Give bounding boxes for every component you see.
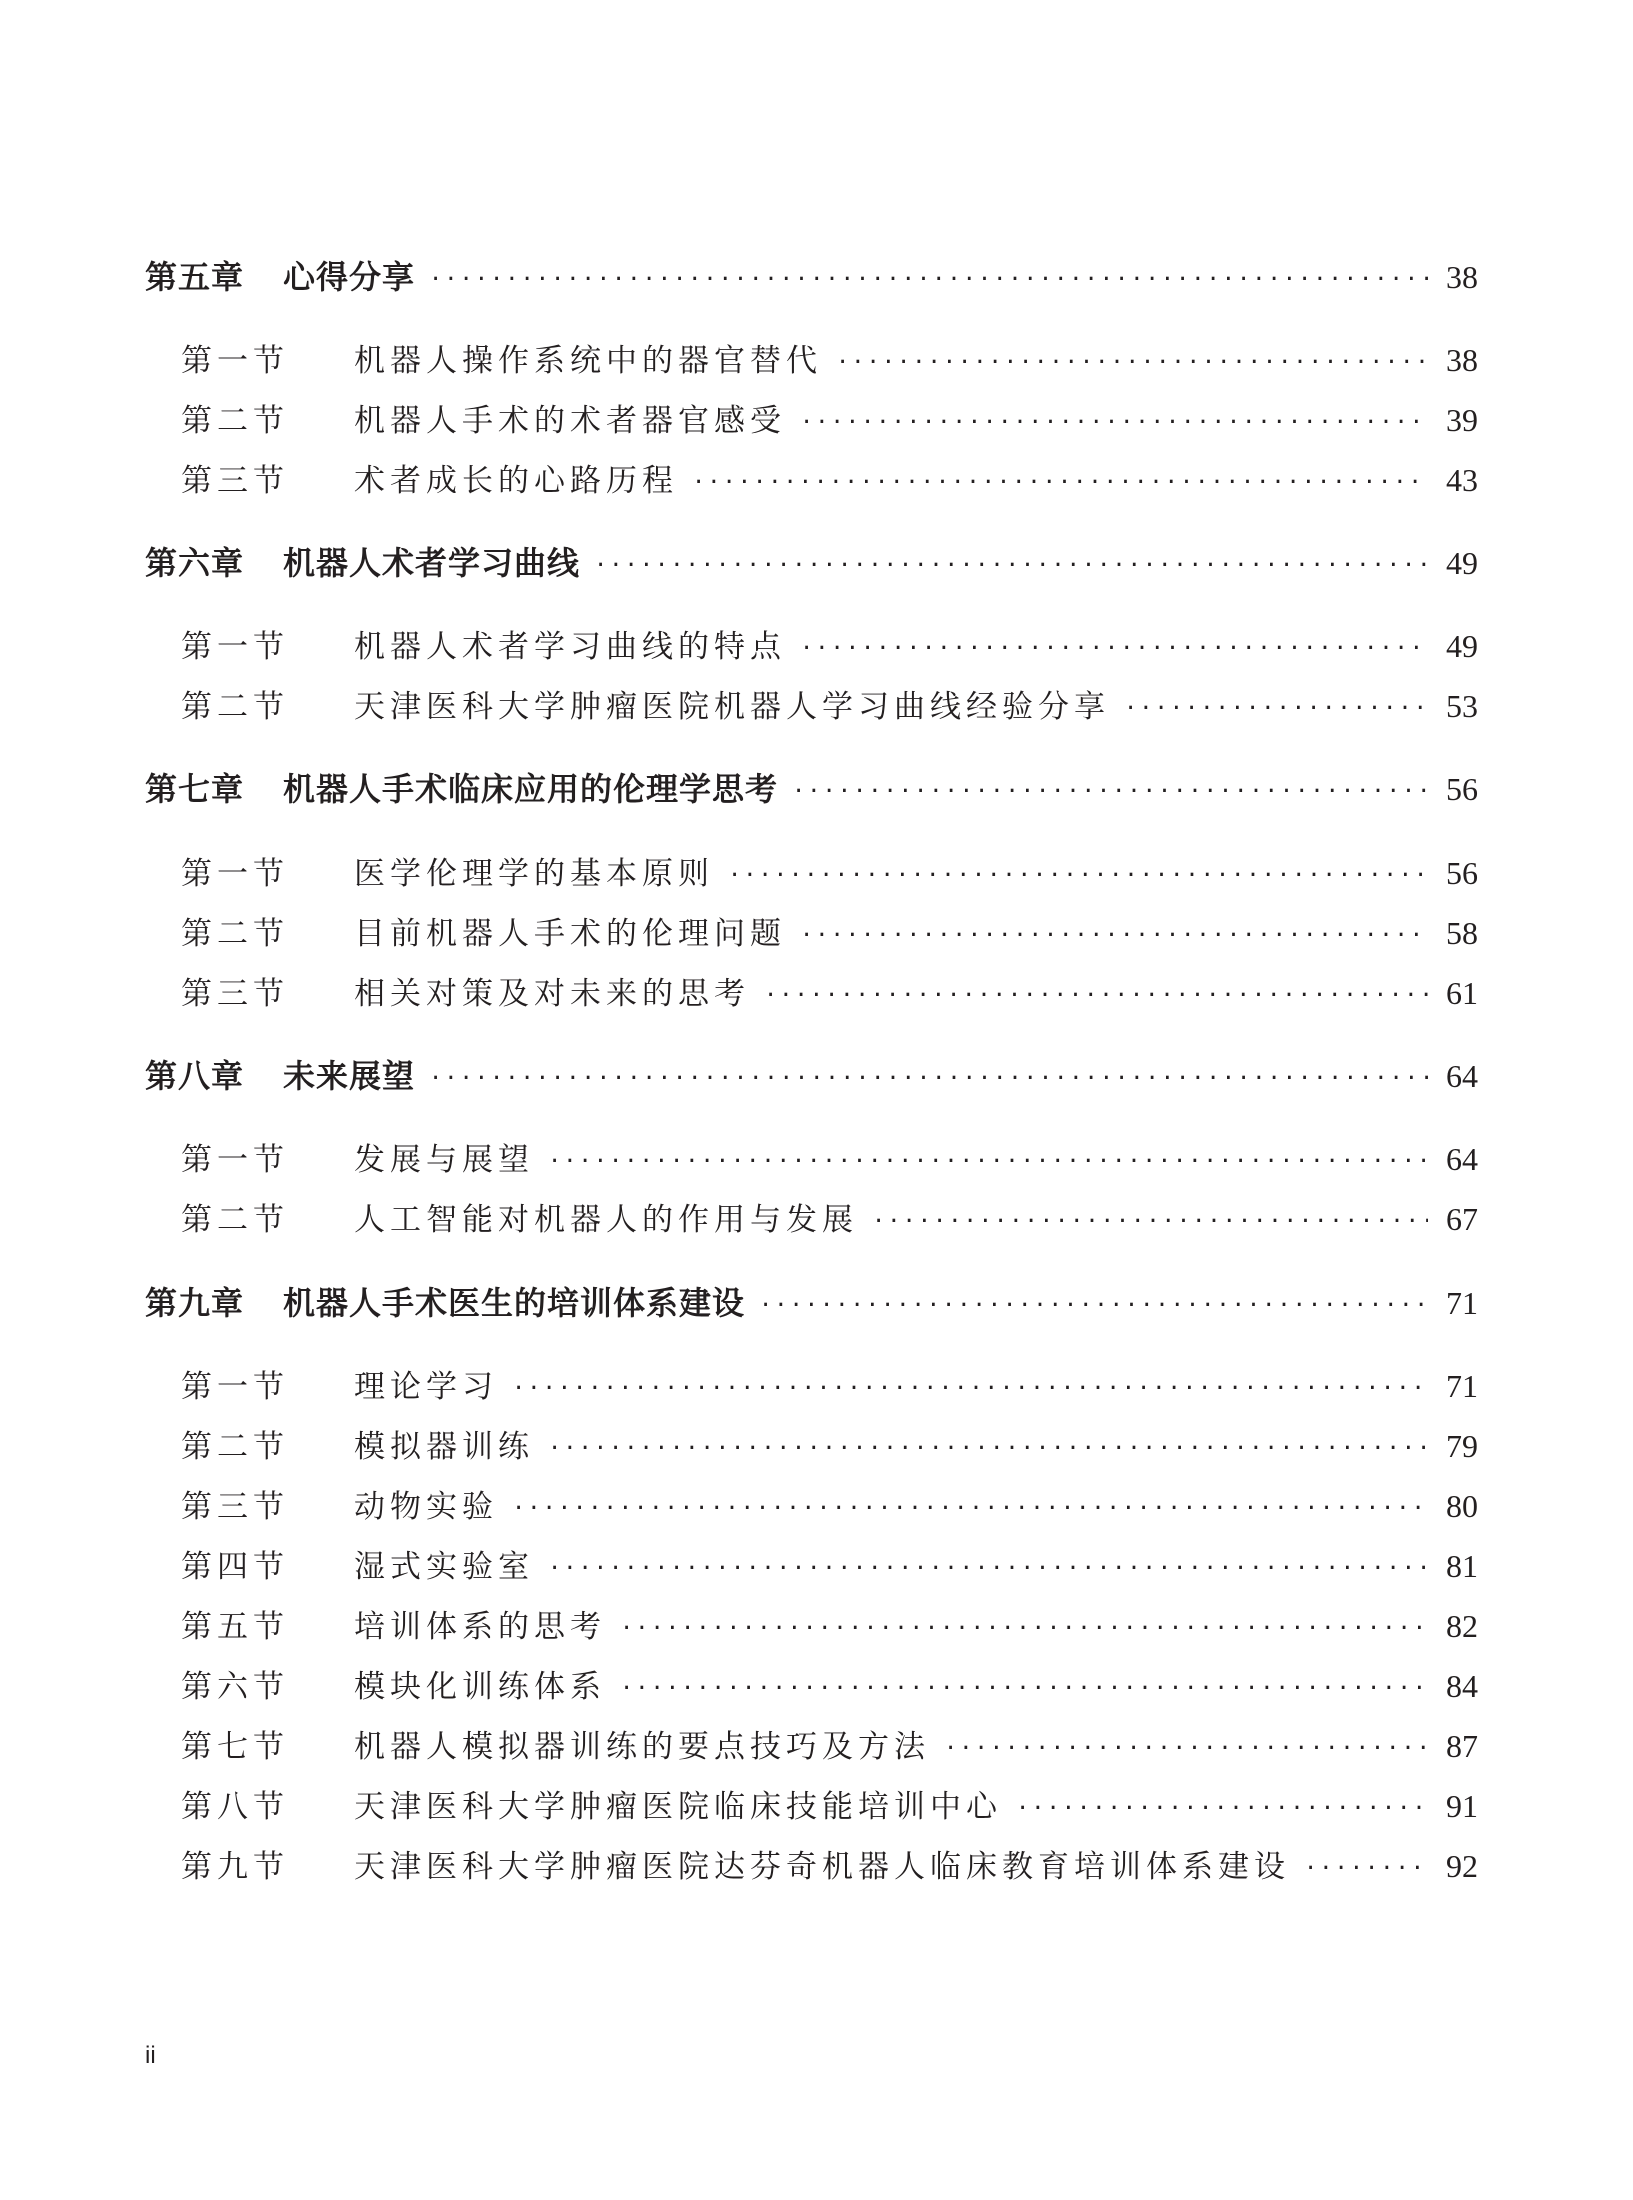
section-title: 术者成长的心路历程 bbox=[354, 463, 678, 499]
dot-leader bbox=[800, 923, 1428, 948]
section-label: 第二节 bbox=[181, 916, 289, 952]
dot-leader bbox=[944, 1736, 1428, 1761]
page-number: 84 bbox=[1446, 1668, 1478, 1704]
page-number: 71 bbox=[1446, 1368, 1478, 1404]
section-label: 第二节 bbox=[181, 689, 289, 725]
page-number: 64 bbox=[1446, 1058, 1478, 1094]
page-number: 87 bbox=[1446, 1728, 1478, 1764]
toc-chapter-entry[interactable] bbox=[145, 1051, 1478, 1099]
section-title: 机器人操作系统中的器官替代 bbox=[354, 343, 822, 379]
chapter-title: 机器人术者学习曲线 bbox=[283, 544, 581, 582]
toc-chapter-entry[interactable] bbox=[145, 1278, 1478, 1326]
dot-leader bbox=[800, 636, 1428, 661]
page-number: 91 bbox=[1446, 1788, 1478, 1824]
section-label: 第三节 bbox=[181, 463, 289, 499]
page-number: 61 bbox=[1446, 975, 1478, 1011]
section-label: 第一节 bbox=[181, 629, 289, 665]
section-title: 机器人模拟器训练的要点技巧及方法 bbox=[354, 1729, 930, 1765]
section-label: 第三节 bbox=[181, 1489, 289, 1525]
page-number: 38 bbox=[1446, 259, 1478, 295]
toc-section-entry[interactable] bbox=[145, 908, 1478, 956]
toc-chapter-entry[interactable] bbox=[145, 538, 1478, 586]
dot-leader bbox=[620, 1676, 1428, 1701]
section-title: 模块化训练体系 bbox=[354, 1669, 606, 1705]
page-number: 56 bbox=[1446, 771, 1478, 807]
dot-leader bbox=[800, 410, 1428, 435]
dot-leader bbox=[429, 1066, 1428, 1091]
section-label: 第四节 bbox=[181, 1549, 289, 1585]
page-number: 81 bbox=[1446, 1548, 1478, 1584]
section-label: 第一节 bbox=[181, 856, 289, 892]
section-title: 相关对策及对未来的思考 bbox=[354, 976, 750, 1012]
section-label: 第一节 bbox=[181, 343, 289, 379]
dot-leader bbox=[548, 1149, 1428, 1174]
toc-section-entry[interactable] bbox=[145, 1194, 1478, 1242]
section-title: 天津医科大学肿瘤医院机器人学习曲线经验分享 bbox=[354, 689, 1110, 725]
section-label: 第八节 bbox=[181, 1789, 289, 1825]
section-title: 动物实验 bbox=[354, 1489, 498, 1525]
section-title: 理论学习 bbox=[354, 1369, 498, 1405]
toc-section-entry[interactable] bbox=[145, 681, 1478, 729]
dot-leader bbox=[429, 267, 1428, 292]
chapter-title: 机器人手术医生的培训体系建设 bbox=[283, 1284, 746, 1322]
dot-leader bbox=[548, 1436, 1428, 1461]
chapter-title: 心得分享 bbox=[283, 258, 416, 296]
section-label: 第三节 bbox=[181, 976, 289, 1012]
page-number: 82 bbox=[1446, 1608, 1478, 1644]
dot-leader bbox=[548, 1556, 1428, 1581]
section-title: 机器人手术的术者器官感受 bbox=[354, 403, 786, 439]
page-number: 64 bbox=[1446, 1141, 1478, 1177]
toc-section-entry[interactable] bbox=[145, 968, 1478, 1016]
page-number: 39 bbox=[1446, 402, 1478, 438]
page-number: 56 bbox=[1446, 855, 1478, 891]
toc-section-entry[interactable] bbox=[145, 1781, 1478, 1829]
chapter-title: 机器人手术临床应用的伦理学思考 bbox=[283, 770, 779, 808]
section-title: 湿式实验室 bbox=[354, 1549, 534, 1585]
page-number: 92 bbox=[1446, 1848, 1478, 1884]
toc-section-entry[interactable] bbox=[145, 1841, 1478, 1889]
section-title: 目前机器人手术的伦理问题 bbox=[354, 916, 786, 952]
toc-chapter-entry[interactable] bbox=[145, 764, 1478, 812]
toc-section-entry[interactable] bbox=[145, 621, 1478, 669]
toc-section-entry[interactable] bbox=[145, 455, 1478, 503]
page-number: 49 bbox=[1446, 628, 1478, 664]
dot-leader bbox=[759, 1293, 1428, 1318]
section-label: 第九节 bbox=[181, 1849, 289, 1885]
section-label: 第一节 bbox=[181, 1369, 289, 1405]
section-title: 培训体系的思考 bbox=[354, 1609, 606, 1645]
dot-leader bbox=[1304, 1856, 1428, 1881]
toc-section-entry[interactable] bbox=[145, 848, 1478, 896]
dot-leader bbox=[764, 983, 1428, 1008]
section-label: 第六节 bbox=[181, 1669, 289, 1705]
chapter-label: 第七章 bbox=[145, 770, 245, 808]
section-label: 第五节 bbox=[181, 1609, 289, 1645]
toc-chapter-entry[interactable] bbox=[145, 252, 1478, 300]
dot-leader bbox=[1124, 696, 1428, 721]
section-label: 第二节 bbox=[181, 403, 289, 439]
toc-section-entry[interactable] bbox=[145, 1541, 1478, 1589]
dot-leader bbox=[620, 1616, 1428, 1641]
section-title: 天津医科大学肿瘤医院临床技能培训中心 bbox=[354, 1789, 1002, 1825]
chapter-label: 第六章 bbox=[145, 544, 245, 582]
section-label: 第七节 bbox=[181, 1729, 289, 1765]
section-label: 第一节 bbox=[181, 1142, 289, 1178]
chapter-label: 第五章 bbox=[145, 258, 245, 296]
dot-leader bbox=[836, 350, 1428, 375]
page-number: 79 bbox=[1446, 1428, 1478, 1464]
toc-section-entry[interactable] bbox=[145, 335, 1478, 383]
dot-leader bbox=[1016, 1796, 1428, 1821]
page-number: 49 bbox=[1446, 545, 1478, 581]
toc-section-entry[interactable] bbox=[145, 1481, 1478, 1529]
section-title: 天津医科大学肿瘤医院达芬奇机器人临床教育培训体系建设 bbox=[354, 1849, 1290, 1885]
dot-leader bbox=[728, 863, 1428, 888]
toc-section-entry[interactable] bbox=[145, 395, 1478, 443]
toc-section-entry[interactable] bbox=[145, 1134, 1478, 1182]
page-number: 80 bbox=[1446, 1488, 1478, 1524]
toc-section-entry[interactable] bbox=[145, 1601, 1478, 1649]
toc-section-entry[interactable] bbox=[145, 1361, 1478, 1409]
chapter-title: 未来展望 bbox=[283, 1057, 416, 1095]
toc-section-entry[interactable] bbox=[145, 1421, 1478, 1469]
page-number: 43 bbox=[1446, 462, 1478, 498]
page-number: 38 bbox=[1446, 342, 1478, 378]
chapter-label: 第九章 bbox=[145, 1284, 245, 1322]
page-folio: ii bbox=[145, 2042, 156, 2069]
page-number: 71 bbox=[1446, 1285, 1478, 1321]
dot-leader bbox=[594, 553, 1428, 578]
section-title: 模拟器训练 bbox=[354, 1429, 534, 1465]
toc-section-entry[interactable] bbox=[145, 1721, 1478, 1769]
dot-leader bbox=[692, 470, 1428, 495]
section-title: 医学伦理学的基本原则 bbox=[354, 856, 714, 892]
section-label: 第二节 bbox=[181, 1429, 289, 1465]
page-number: 67 bbox=[1446, 1201, 1478, 1237]
dot-leader bbox=[872, 1209, 1428, 1234]
section-label: 第二节 bbox=[181, 1202, 289, 1238]
section-title: 发展与展望 bbox=[354, 1142, 534, 1178]
section-title: 人工智能对机器人的作用与发展 bbox=[354, 1202, 858, 1238]
section-title: 机器人术者学习曲线的特点 bbox=[354, 629, 786, 665]
dot-leader bbox=[512, 1376, 1428, 1401]
dot-leader bbox=[792, 779, 1428, 804]
toc-section-entry[interactable] bbox=[145, 1661, 1478, 1709]
chapter-label: 第八章 bbox=[145, 1057, 245, 1095]
page-number: 58 bbox=[1446, 915, 1478, 951]
dot-leader bbox=[512, 1496, 1428, 1521]
page-number: 53 bbox=[1446, 688, 1478, 724]
